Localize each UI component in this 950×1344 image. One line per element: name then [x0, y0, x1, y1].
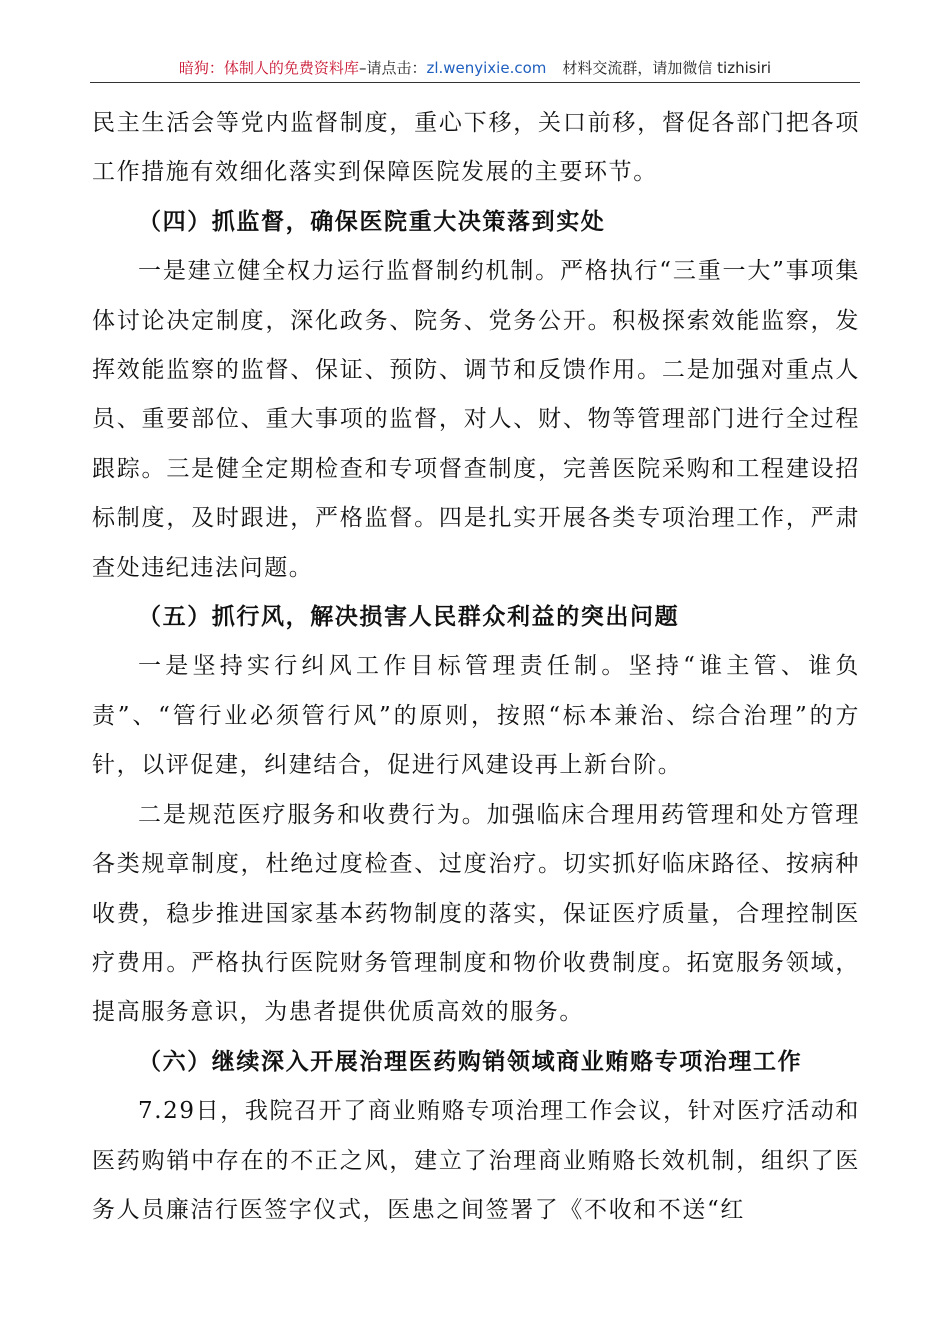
header-wechat: 材料交流群，请加微信 tizhisiri: [562, 59, 772, 77]
document-body: [92, 99, 860, 1235]
header-prompt: –请点击：: [358, 59, 427, 77]
paragraph-conduct-2: 二是规范医疗服务和收费行为。加强临床合理用药管理和处方管理各类规章制度，杜绝过度检查、过度治疗。切实抓好临床路径、按病种收费，稳步推进国家基本药物制度的落实，保证医疗质量，合理控制医疗费用。严格执行医院财务管理制度和物价收费制度。拓宽服务领域，提高服务意识，为患者提供优质高效的服务。: [92, 801, 860, 1026]
section-heading-5: （五）抓行风，解决损害人民群众利益的突出问题: [138, 604, 680, 631]
header-link[interactable]: zl.wenyixie.com: [426, 59, 547, 77]
header-brand: 暗狗：体制人的免费资料库: [178, 59, 359, 77]
header-divider: [90, 82, 860, 83]
paragraph-conduct-1: 一是坚持实行纠风工作目标管理责任制。坚持“谁主管、谁负责”、“管行业必须管行风”的原则，按照“标本兼治、综合治理”的方针，以评促建，纠建结合，促进行风建设再上新台阶。: [92, 653, 860, 779]
paragraph-supervision: 一是建立健全权力运行监督制约机制。严格执行“三重一大”事项集体讨论决定制度，深化政务、院务、党务公开。积极探索效能监察，发挥效能监察的监督、保证、预防、调节和反馈作用。二是加强对重点人员、重要部位、重大事项的监督，对人、财、物等管理部门进行全过程跟踪。三是健全定期检查和专项督查制度，完善医院采购和工程建设招标制度，及时跟进，严格监督。四是扎实开展各类专项治理工作，严肃查处违纪违法问题。: [92, 258, 860, 581]
section-heading-4: （四）抓监督，确保医院重大决策落到实处: [138, 208, 606, 235]
section-heading-6: （六）继续深入开展治理医药购销领域商业贿赂专项治理工作: [138, 1048, 803, 1075]
page-header: [90, 56, 860, 80]
paragraph-continued: 民主生活会等党内监督制度，重心下移，关口前移，督促各部门把各项工作措施有效细化落实到保障医院发展的主要环节。: [92, 110, 860, 186]
paragraph-bribery: 7.29日，我院召开了商业贿赂专项治理工作会议，针对医疗活动和医药购销中存在的不正之风，建立了治理商业贿赂长效机制，组织了医务人员廉洁行医签字仪式，医患之间签署了《不收和不送“红: [92, 1098, 860, 1223]
